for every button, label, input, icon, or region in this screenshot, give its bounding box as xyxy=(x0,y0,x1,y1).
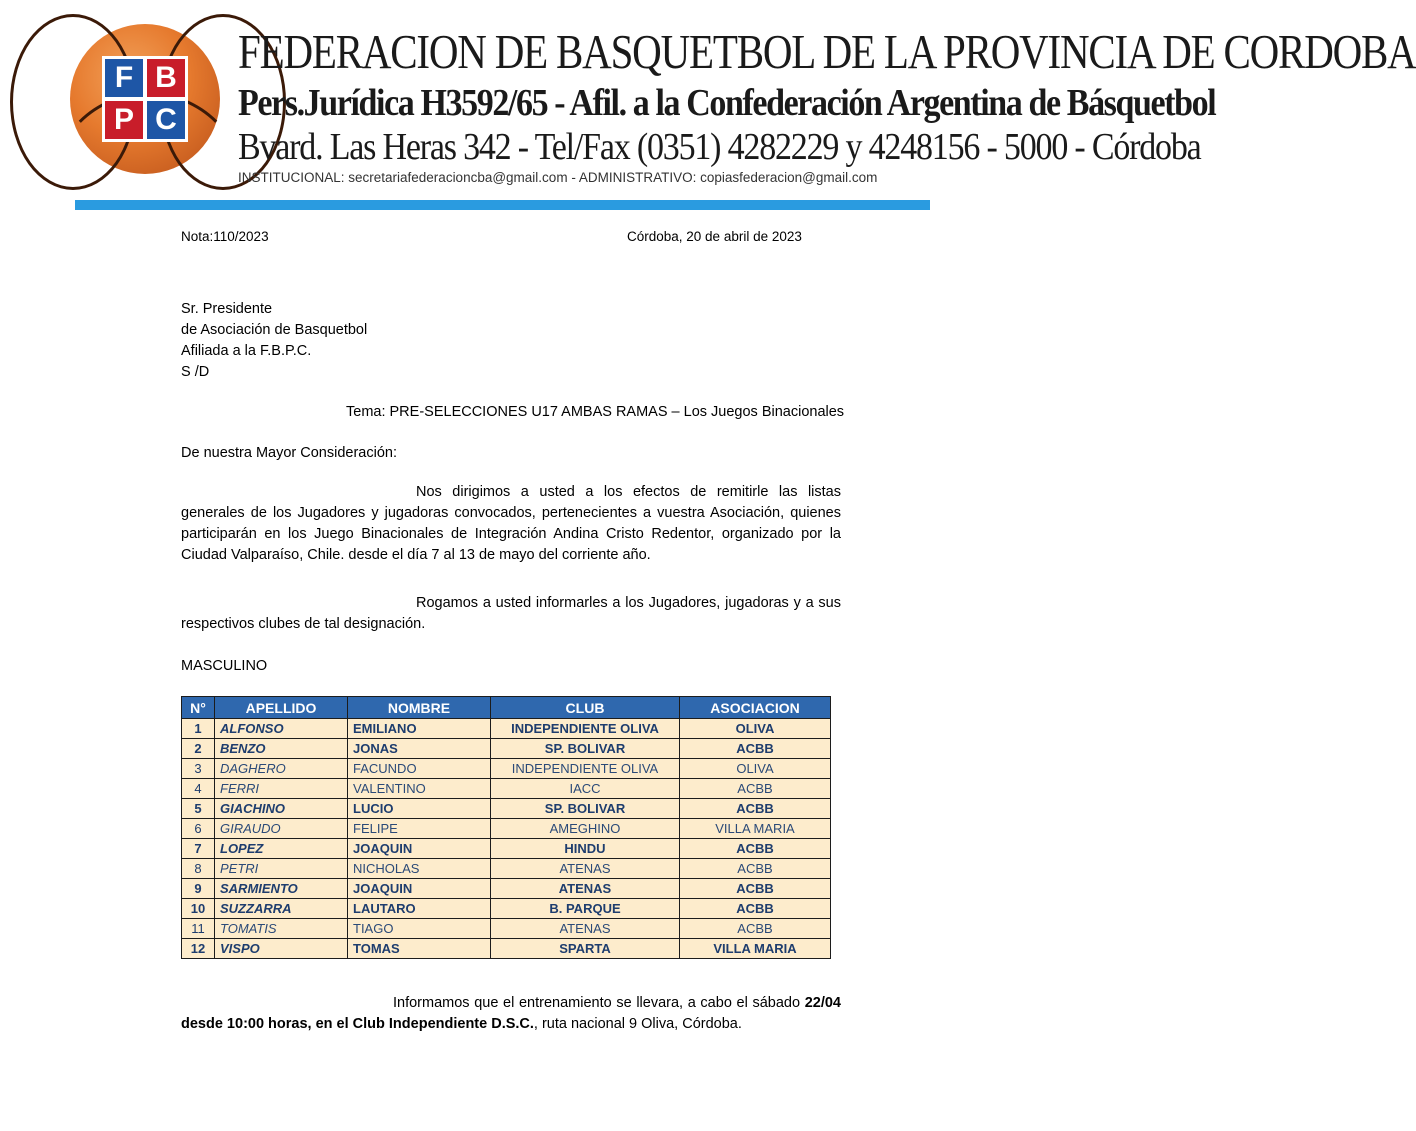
cell-asociacion: VILLA MARIA xyxy=(680,819,831,839)
cell-apellido: TOMATIS xyxy=(215,919,348,939)
salutation: De nuestra Mayor Consideración: xyxy=(181,445,397,461)
cell-club: SP. BOLIVAR xyxy=(491,799,680,819)
cell-nombre: FELIPE xyxy=(348,819,491,839)
table-header-row xyxy=(182,697,831,719)
letterhead-text xyxy=(238,24,1416,185)
cell-num: 12 xyxy=(182,939,215,959)
cell-asociacion: ACBB xyxy=(680,779,831,799)
cell-nombre: NICHOLAS xyxy=(348,859,491,879)
cell-apellido: LOPEZ xyxy=(215,839,348,859)
cell-club: SPARTA xyxy=(491,939,680,959)
cell-nombre: TIAGO xyxy=(348,919,491,939)
table-row xyxy=(182,879,831,899)
header-divider xyxy=(75,200,930,210)
cell-nombre: EMILIANO xyxy=(348,719,491,739)
header-nombre: NOMBRE xyxy=(348,697,491,719)
cell-apellido: VISPO xyxy=(215,939,348,959)
paragraph-3-end: , ruta nacional 9 Oliva, Córdoba. xyxy=(533,1016,742,1032)
cell-club: B. PARQUE xyxy=(491,899,680,919)
cell-nombre: FACUNDO xyxy=(348,759,491,779)
subject-line: Tema: PRE-SELECCIONES U17 AMBAS RAMAS – Los Juegos Binacionales xyxy=(346,404,845,420)
cell-nombre: JOAQUIN xyxy=(348,879,491,899)
recipient-line: Sr. Presidente xyxy=(181,301,273,317)
cell-apellido: DAGHERO xyxy=(215,759,348,779)
paragraph-3-start: Informamos que el entrenamiento se llevara, a cabo el sábado xyxy=(393,995,805,1011)
cell-num: 3 xyxy=(182,759,215,779)
cell-num: 6 xyxy=(182,819,215,839)
table-row xyxy=(182,919,831,939)
table-row xyxy=(182,939,831,959)
paragraph-3-bold: 22/04 desde 10:00 horas, en el Club Independiente D.S.C. xyxy=(181,995,841,1032)
fbpc-logo xyxy=(70,24,220,174)
table-row xyxy=(182,739,831,759)
cell-apellido: SUZZARRA xyxy=(215,899,348,919)
letter-date: Córdoba, 20 de abril de 2023 xyxy=(627,229,802,244)
table-row xyxy=(182,779,831,799)
cell-asociacion: ACBB xyxy=(680,899,831,919)
cell-nombre: JOAQUIN xyxy=(348,839,491,859)
header-apellido: APELLIDO xyxy=(215,697,348,719)
cell-asociacion: ACBB xyxy=(680,839,831,859)
cell-num: 8 xyxy=(182,859,215,879)
table-row xyxy=(182,719,831,739)
cell-club: INDEPENDIENTE OLIVA xyxy=(491,759,680,779)
address-phone: Bvard. Las Heras 342 - Tel/Fax (0351) 4282229 y 4248156 - 5000 - Córdoba xyxy=(238,126,1201,169)
cell-club: AMEGHINO xyxy=(491,819,680,839)
cell-club: ATENAS xyxy=(491,879,680,899)
cell-club: ATENAS xyxy=(491,919,680,939)
cell-num: 7 xyxy=(182,839,215,859)
cell-num: 4 xyxy=(182,779,215,799)
cell-club: SP. BOLIVAR xyxy=(491,739,680,759)
note-number: Nota:110/2023 xyxy=(181,229,269,244)
section-heading: MASCULINO xyxy=(181,658,268,674)
cell-asociacion: ACBB xyxy=(680,919,831,939)
header-num: N° xyxy=(182,697,215,719)
letterhead xyxy=(70,24,1416,212)
body-paragraph-3 xyxy=(181,993,841,1035)
cell-num: 1 xyxy=(182,719,215,739)
cell-num: 10 xyxy=(182,899,215,919)
recipient-line: de Asociación de Basquetbol xyxy=(181,322,368,338)
cell-asociacion: OLIVA xyxy=(680,719,831,739)
logo-letter: P xyxy=(105,101,143,139)
cell-num: 9 xyxy=(182,879,215,899)
cell-asociacion: ACBB xyxy=(680,879,831,899)
table-row xyxy=(182,759,831,779)
cell-num: 2 xyxy=(182,739,215,759)
cell-club: HINDU xyxy=(491,839,680,859)
header-club: CLUB xyxy=(491,697,680,719)
table-row xyxy=(182,799,831,819)
cell-asociacion: ACBB xyxy=(680,739,831,759)
cell-num: 5 xyxy=(182,799,215,819)
cell-apellido: GIACHINO xyxy=(215,799,348,819)
federation-name: FEDERACION DE BASQUETBOL DE LA PROVINCIA DE CORDOBA xyxy=(238,24,1416,79)
logo-letter: C xyxy=(147,101,185,139)
cell-apellido: PETRI xyxy=(215,859,348,879)
cell-asociacion: OLIVA xyxy=(680,759,831,779)
cell-asociacion: ACBB xyxy=(680,859,831,879)
logo-letter: F xyxy=(105,59,143,97)
cell-club: ATENAS xyxy=(491,859,680,879)
cell-asociacion: ACBB xyxy=(680,799,831,819)
cell-club: IACC xyxy=(491,779,680,799)
cell-asociacion: VILLA MARIA xyxy=(680,939,831,959)
cell-nombre: LAUTARO xyxy=(348,899,491,919)
cell-nombre: LUCIO xyxy=(348,799,491,819)
body-paragraph-1: Nos dirigimos a usted a los efectos de remitirle las listas generales de los Jugadores y jugadoras convocados, pertenecientes a vuestra Asociación, quienes participarán en los Juego Binacionales de Integración Andina Cristo Redentor, organizado por la Ciudad Valparaíso, Chile. desde el día 7 al 13 de mayo del corriente año. xyxy=(181,484,841,563)
recipient-line: S /D xyxy=(181,364,210,380)
cell-nombre: VALENTINO xyxy=(348,779,491,799)
header-asociacion: ASOCIACION xyxy=(680,697,831,719)
cell-nombre: TOMAS xyxy=(348,939,491,959)
cell-apellido: BENZO xyxy=(215,739,348,759)
cell-apellido: FERRI xyxy=(215,779,348,799)
body-paragraph-2: Rogamos a usted informarles a los Jugadores, jugadoras y a sus respectivos clubes de tal designación. xyxy=(181,595,841,632)
recipient-block xyxy=(181,299,367,383)
email-line: INSTITUCIONAL: secretariafederacioncba@gmail.com - ADMINISTRATIVO: copiasfederacion@gmail.com xyxy=(238,170,878,185)
cell-club: INDEPENDIENTE OLIVA xyxy=(491,719,680,739)
cell-num: 11 xyxy=(182,919,215,939)
cell-apellido: SARMIENTO xyxy=(215,879,348,899)
logo-letter: B xyxy=(147,59,185,97)
table-row xyxy=(182,839,831,859)
table-row xyxy=(182,899,831,919)
legal-status: Pers.Jurídica H3592/65 - Afil. a la Confederación Argentina de Básquetbol xyxy=(238,82,1216,125)
cell-apellido: GIRAUDO xyxy=(215,819,348,839)
recipient-line: Afiliada a la F.B.P.C. xyxy=(181,343,312,359)
roster-table xyxy=(181,696,831,959)
cell-nombre: JONAS xyxy=(348,739,491,759)
table-row xyxy=(182,819,831,839)
table-row xyxy=(182,859,831,879)
cell-apellido: ALFONSO xyxy=(215,719,348,739)
